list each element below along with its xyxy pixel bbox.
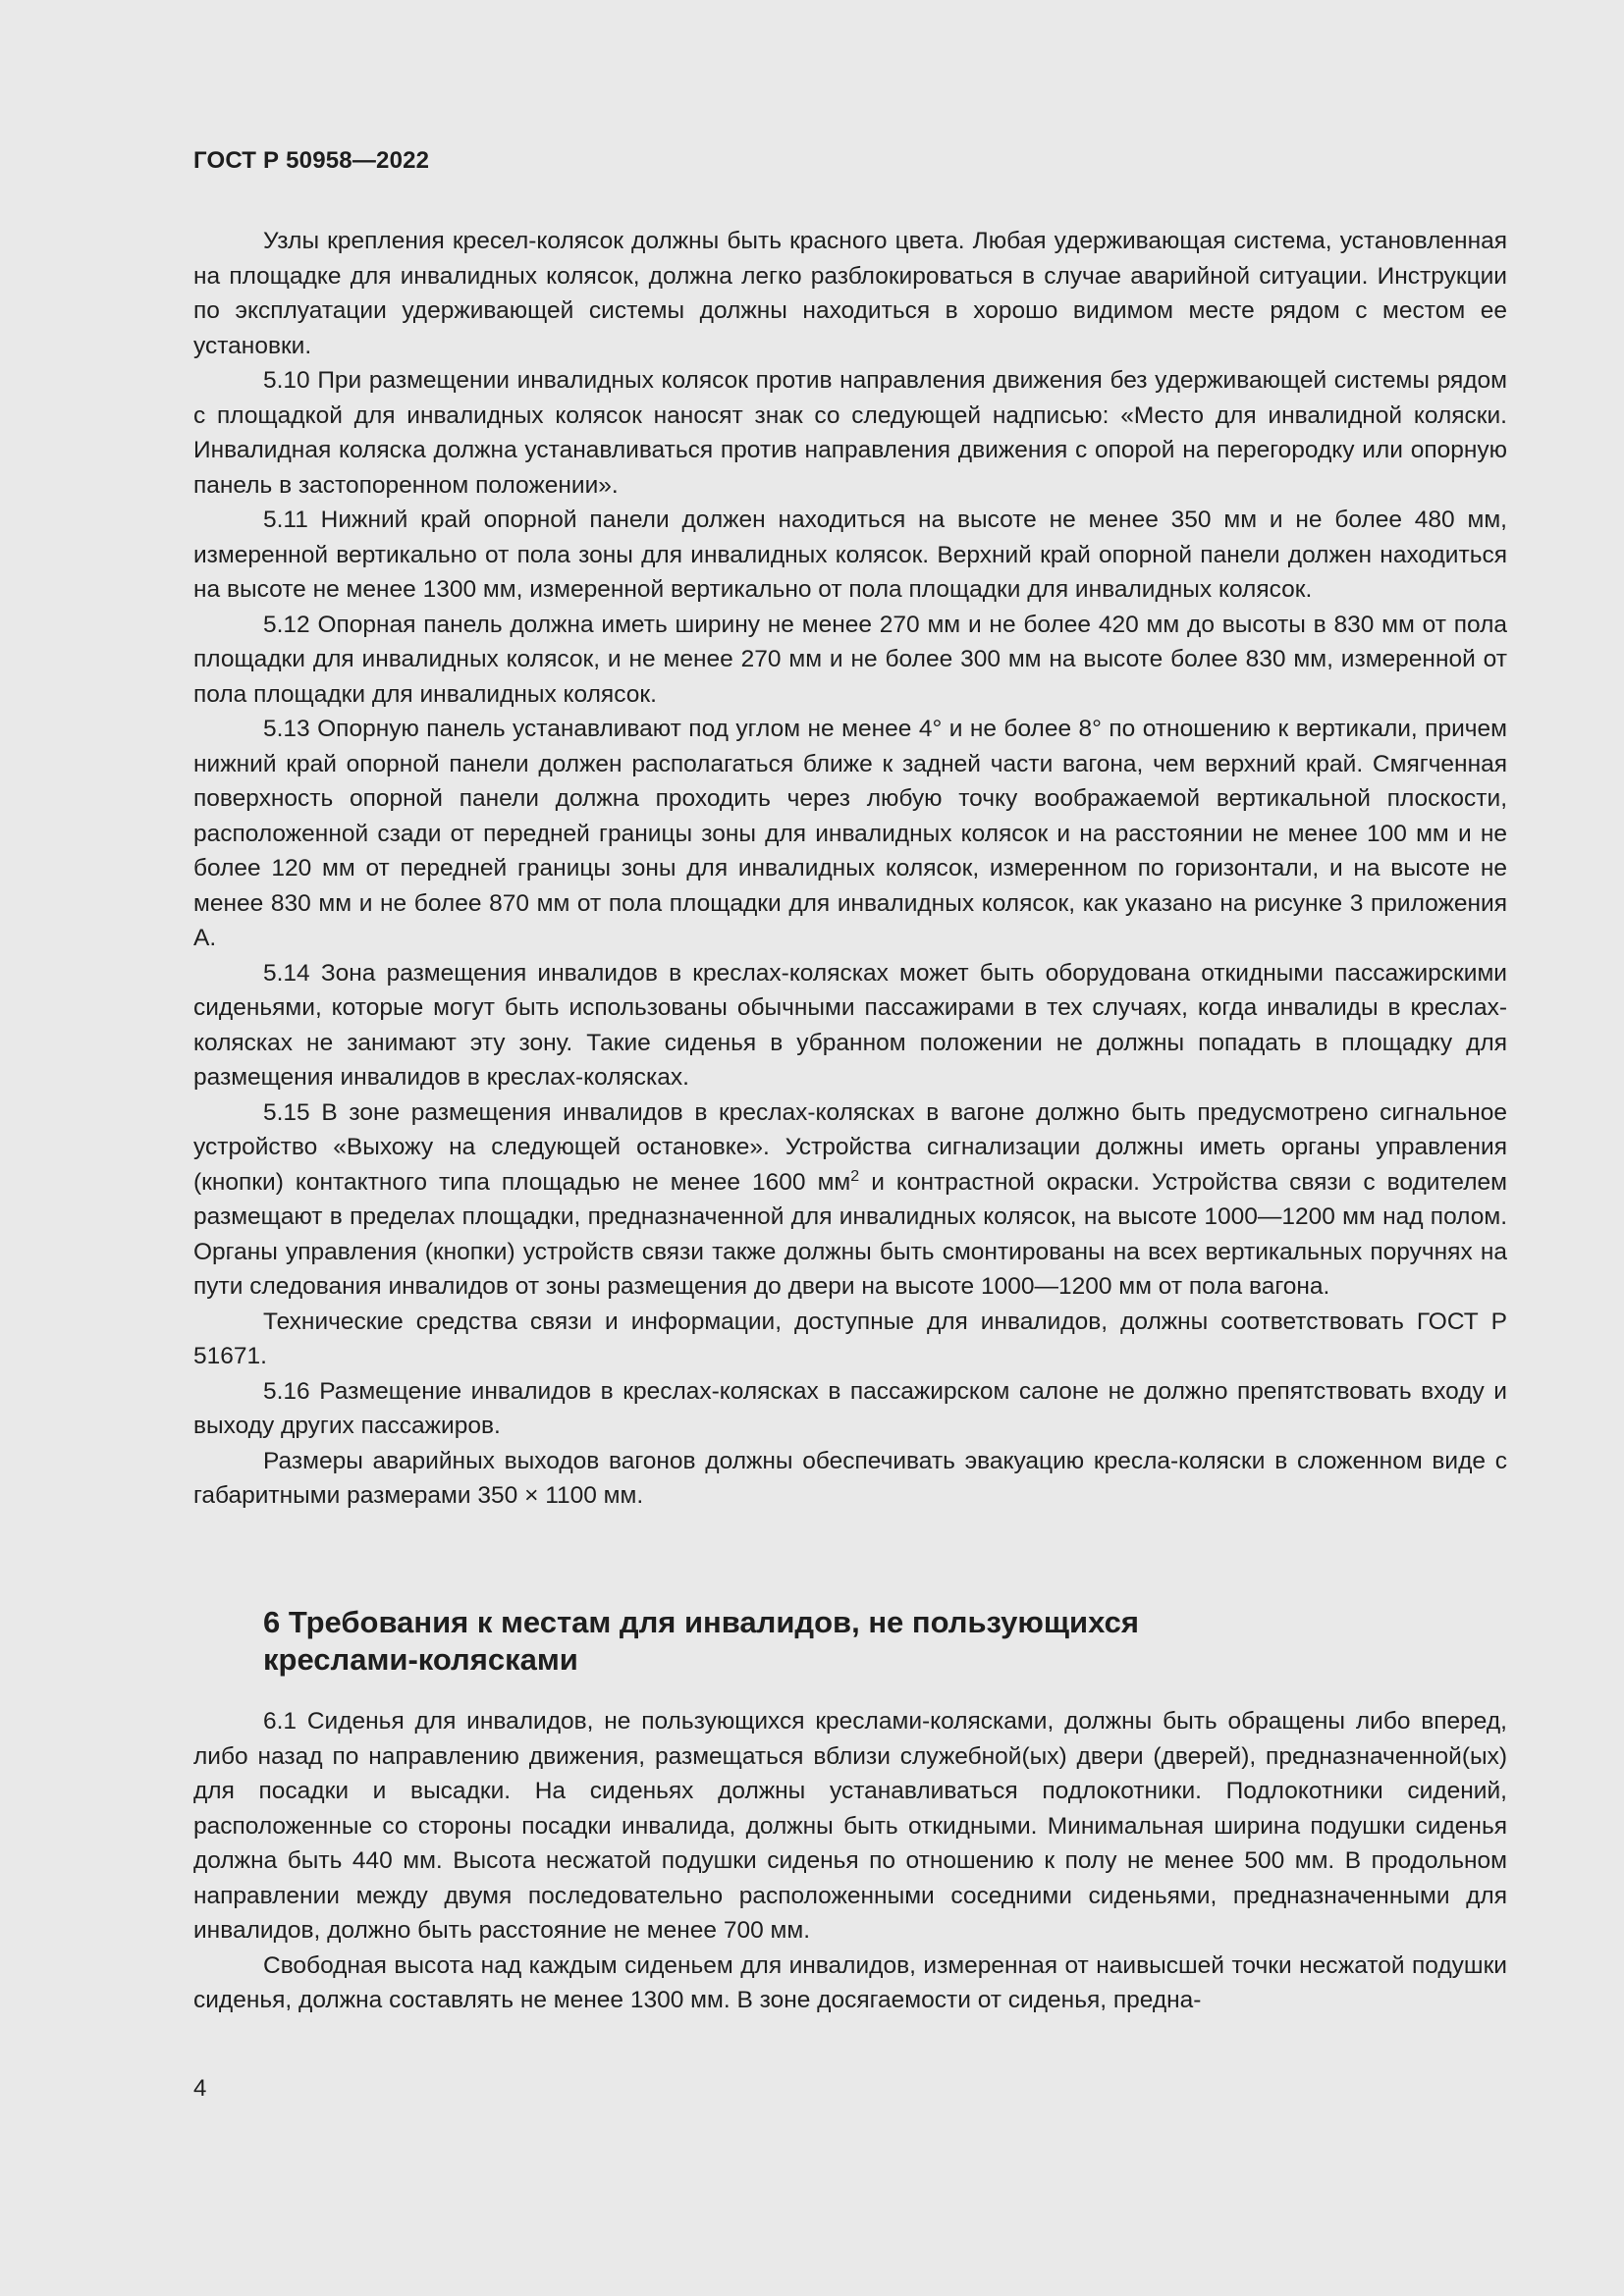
paragraph-5-12: 5.12 Опорная панель должна иметь ширину не менее 270 мм и не более 420 мм до высоты в 830 мм от пола площадки для инвалидных колясок, и не менее 270 мм и не более 300 мм на высоте более 830 мм, измеренной от пола площадки для инвалидных колясок. <box>193 611 1507 708</box>
section-6-heading <box>263 1604 1441 1679</box>
paragraph-5-16: 5.16 Размещение инвалидов в креслах-колясках в пассажирском салоне не должно препятствовать входу и выходу других пассажиров. <box>193 1377 1507 1439</box>
body-text-section-6 <box>193 1704 1507 2018</box>
paragraph-5-10: 5.10 При размещении инвалидных колясок против направления движения без удерживающей системы рядом с площадкой для инвалидных колясок наносят знак со следующей надписью: «Место для инвалидной коляски. Инвалидная коляска должна устанавливаться против направления движения с опорой на перегородку или опорную панель в застопоренном положении». <box>193 367 1507 499</box>
paragraph-5-15 <box>193 1095 1507 1305</box>
paragraph-5-11: 5.11 Нижний край опорной панели должен находиться на высоте не менее 350 мм и не более 480 мм, измеренной вертикально от пола зоны для инвалидных колясок. Верхний край опорной панели должен находиться на высоте не менее 1300 мм, измеренной вертикально от пола площадки для инвалидных колясок. <box>193 507 1507 603</box>
paragraph-communication-means: Технические средства связи и информации, доступные для инвалидов, должны соответствовать ГОСТ Р 51671. <box>193 1308 1507 1369</box>
page-number: 4 <box>193 2075 207 2102</box>
paragraph-5-15-text-b: и контрастной окраски. Устройства связи с водителем размещают в пределах площадки, предназначенной для инвалидных колясок, на высоте 1000—1200 мм над полом. Органы управления (кнопки) устройств связи также должны быть смонтированы на всех вертикальных поручнях на пути следования инвалидов от зоны размещения до двери на высоте 1000—1200 мм от пола вагона. <box>193 1168 1507 1300</box>
body-text-section-5 <box>193 224 1507 1514</box>
paragraph-5-14: 5.14 Зона размещения инвалидов в креслах-колясках может быть оборудована откидными пассажирскими сиденьями, которые могут быть использованы обычными пассажирами в тех случаях, когда инвалиды в креслах-колясках не занимают эту зону. Такие сиденья в убранном положении не должны попадать в площадку для размещения инвалидов в креслах-колясках. <box>193 959 1507 1091</box>
superscript-squared: 2 <box>850 1167 860 1185</box>
section-6-heading-line-1: 6 Требования к местам для инвалидов, не пользующихся <box>263 1605 1139 1639</box>
paragraph-6-1: 6.1 Сиденья для инвалидов, не пользующихся креслами-колясками, должны быть обращены либо вперед, либо назад по направлению движения, размещаться вблизи служебной(ых) двери (дверей), предназначенной(ых) для посадки и высадки. На сиденьях должны устанавливаться подлокотники. Подлокотники сидений, расположенные со стороны посадки инвалида, должны быть откидными. Минимальная ширина подушки сиденья должна быть 440 мм. Высота несжатой подушки сиденья по отношению к полу не менее 500 мм. В продольном направлении между двумя последовательно расположенными соседними сиденьями, предназначенными для инвалидов, должно быть расстояние не менее 700 мм. <box>193 1708 1507 1944</box>
paragraph-5-13: 5.13 Опорную панель устанавливают под углом не менее 4° и не более 8° по отношению к вертикали, причем нижний край опорной панели должен располагаться ближе к задней части вагона, чем верхний край. Смягченная поверхность опорной панели должна проходить через любую точку воображаемой вертикальной плоскости, расположенной сзади от передней границы зоны для инвалидных колясок и на расстоянии не менее 100 мм и не более 120 мм от передней границы зоны для инвалидных колясок, измеренном по горизонтали, и на высоте не менее 830 мм и не более 870 мм от пола площадки для инвалидных колясок, как указано на рисунке 3 приложения А. <box>193 716 1507 951</box>
paragraph-5-15-text-a: 5.15 В зоне размещения инвалидов в креслах-колясках в вагоне должно быть предусмотрено сигнальное устройство «Выхожу на следующей остановке». Устройства сигнализации должны иметь органы управления (кнопки) контактного типа площадью не менее 1600 мм <box>193 1098 1507 1196</box>
paragraph-free-height: Свободная высота над каждым сиденьем для инвалидов, измеренная от наивысшей точки несжатой подушки сиденья, должна составлять не менее 1300 мм. В зоне досягаемости от сиденья, предна- <box>193 1951 1507 2013</box>
section-6-heading-line-2: креслами-колясками <box>263 1642 578 1677</box>
running-header-doc-id: ГОСТ Р 50958—2022 <box>193 147 430 174</box>
paragraph-restraint-system: Узлы крепления кресел-колясок должны быть красного цвета. Любая удерживающая система, установленная на площадке для инвалидных колясок, должна легко разблокироваться в случае аварийной ситуации. Инструкции по эксплуатации удерживающей системы должны находиться в хорошо видимом месте рядом с местом ее установки. <box>193 228 1507 359</box>
paragraph-emergency-exits: Размеры аварийных выходов вагонов должны обеспечивать эвакуацию кресла-коляски в сложенном виде с габаритными размерами 350 × 1100 мм. <box>193 1447 1507 1509</box>
